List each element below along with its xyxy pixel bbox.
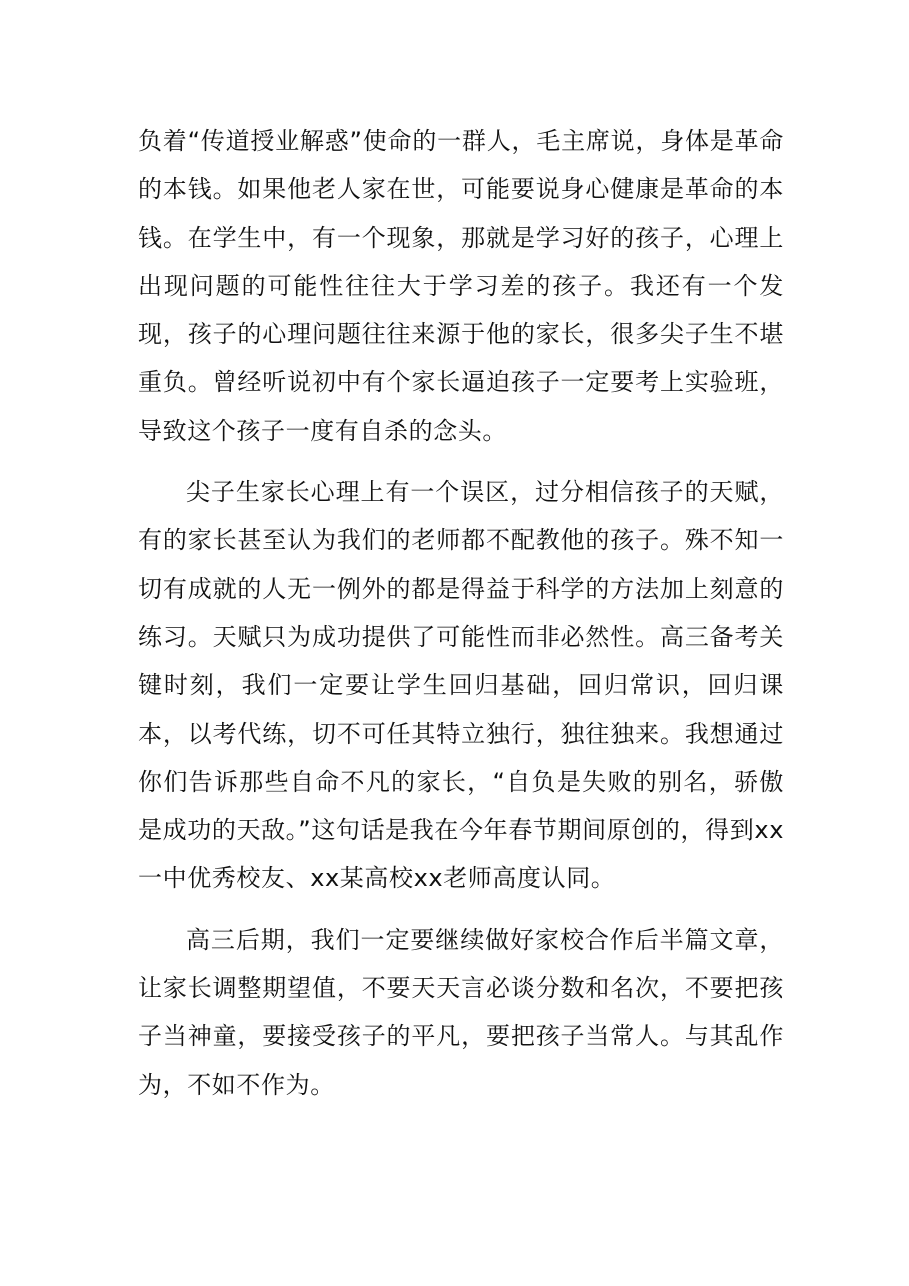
paragraph-3: 高三后期，我们一定要继续做好家校合作后半篇文章，让家长调整期望值，不要天天言必谈分数和名次，不要把孩子当神童，要接受孩子的平凡，要把孩子当常人。与其乱作为，不如不作为。: [138, 925, 784, 1099]
paragraph-2: 尖子生家长心理上有一个误区，过分相信孩子的天赋，有的家长甚至认为我们的老师都不配教他的孩子。殊不知一切有成就的人无一例外的都是得益于科学的方法加上刻意的练习。天赋只为成功提供了可能性而非必然性。高三备考关键时刻，我们一定要让学生回归基础，回归常识，回归课本，以考代练，切不可任其特立独行，独往独来。我想通过你们告诉那些自命不凡的家长，“自负是失败的别名，骄傲是成功的天敌。”这句话是我在今年春节期间原创的，得到xx一中优秀校友、xx某高校xx老师高度认同。: [138, 478, 784, 893]
paragraph-1: 负着“传道授业解惑”使命的一群人，毛主席说，身体是革命的本钱。如果他老人家在世，可能要说身心健康是革命的本钱。在学生中，有一个现象，那就是学习好的孩子，心理上出现问题的可能性往往大于学习差的孩子。我还有一个发现，孩子的心理问题往往来源于他的家长，很多尖子生不堪重负。曾经听说初中有个家长逼迫孩子一定要考上实验班，导致这个孩子一度有自杀的念头。: [138, 127, 784, 445]
